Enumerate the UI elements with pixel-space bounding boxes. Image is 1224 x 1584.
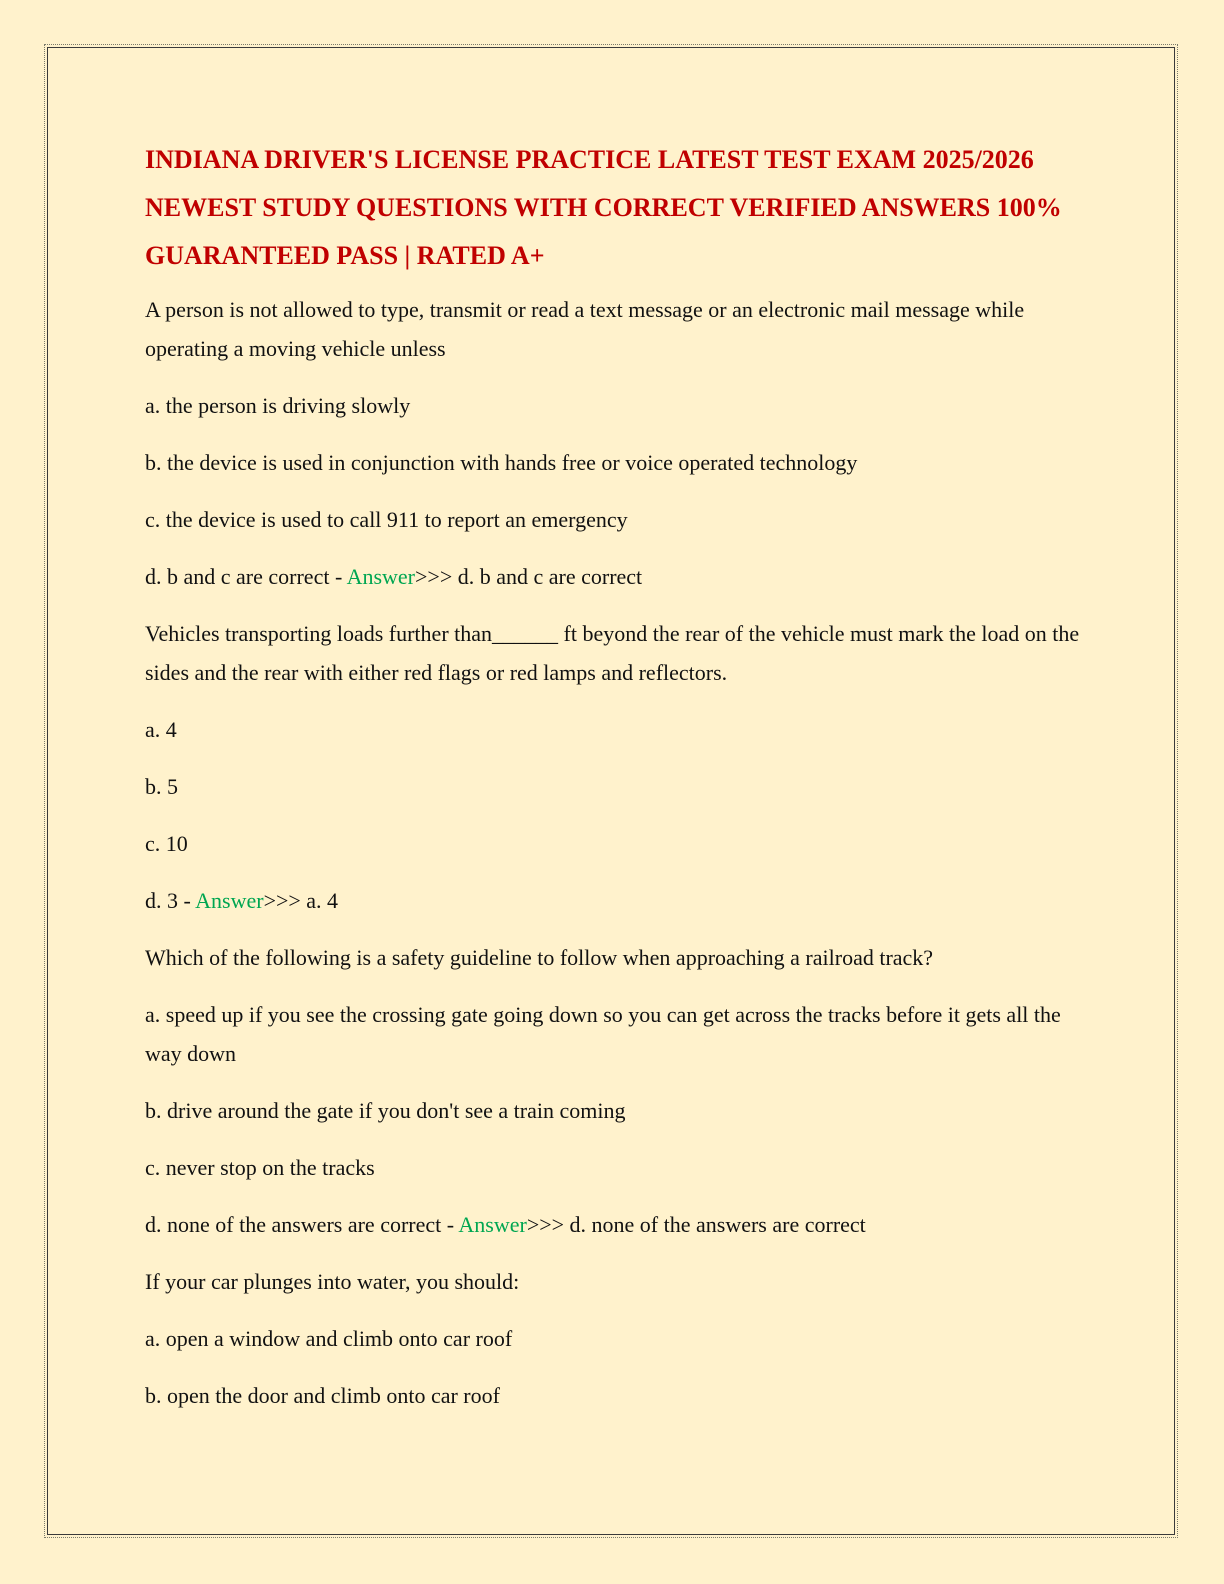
option-text: b. drive around the gate if you don't see a train coming [145,1098,626,1123]
option-text: d. none of the answers are correct - [145,1212,459,1237]
option-text: b. the device is used in conjunction with hands free or voice operated technology [145,450,858,475]
document-content [145,136,1095,1433]
answer-label: Answer [195,888,264,913]
question-text: If your car plunges into water, you should: [145,1269,520,1294]
option-text: c. 10 [145,831,188,856]
option-text: a. open a window and climb onto car roof [145,1326,513,1351]
option-text: c. the device is used to call 911 to report an emergency [145,507,628,532]
answer-line [145,557,1095,596]
correct-answer: >>> a. 4 [263,888,339,913]
answer-label: Answer [346,564,415,589]
option-text: d. 3 - [145,888,196,913]
correct-answer: >>> d. none of the answers are correct [526,1212,866,1237]
answer-label: Answer [458,1212,527,1237]
correct-answer: >>> d. b and c are correct [415,564,643,589]
question-text: Which of the following is a safety guideline to follow when approaching a railroad track? [145,945,934,970]
option-text: b. 5 [145,774,178,799]
option-text: a. speed up if you see the crossing gate going down so you can get across the tracks before it gets all the way down [145,1002,1061,1066]
question-text: A person is not allowed to type, transmit or read a text message or an electronic mail message while operating a moving vehicle unless [145,297,1025,361]
option-text: a. the person is driving slowly [145,393,411,418]
document-title: INDIANA DRIVER'S LICENSE PRACTICE LATEST TEST EXAM 2025/2026 NEWEST STUDY QUESTIONS WITH CORRECT VERIFIED ANSWERS 100% GUARANTEED PASS | RATED A+ [145,145,1062,270]
option-text: d. b and c are correct - [145,564,347,589]
option-text: c. never stop on the tracks [145,1155,375,1180]
answer-line [145,881,1095,920]
option-text: a. 4 [145,717,177,742]
question-text: Vehicles transporting loads further than______ ft beyond the rear of the vehicle must mark the load on the sides and the rear with either red flags or red lamps and reflectors. [145,621,1080,685]
option-text: b. open the door and climb onto car roof [145,1383,500,1408]
answer-line [145,1205,1095,1244]
